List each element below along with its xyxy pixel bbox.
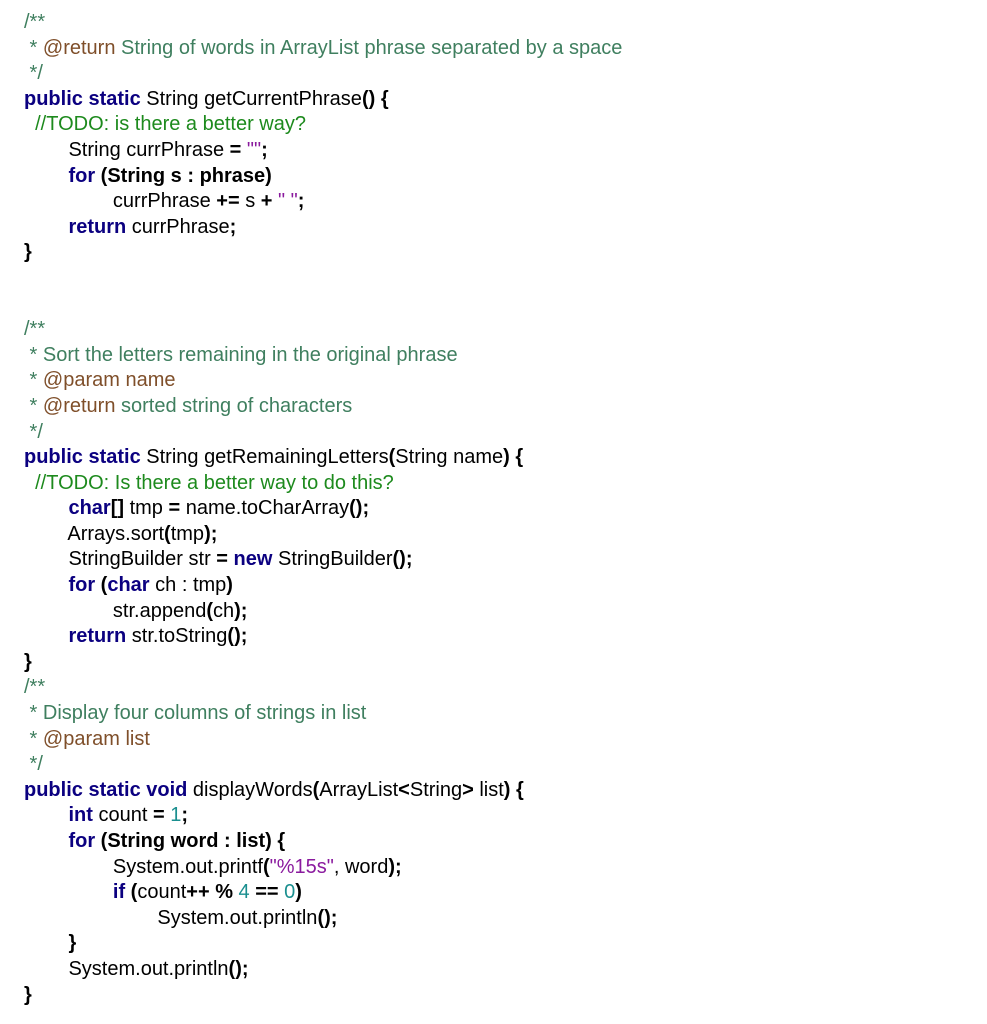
code-text: count xyxy=(92,804,153,827)
closing-brace: } xyxy=(68,932,77,955)
code-line xyxy=(24,471,974,497)
code-text: Arrays.sort xyxy=(67,522,165,545)
javadoc-close: */ xyxy=(24,753,43,776)
code-line xyxy=(24,983,974,1009)
code-line xyxy=(24,547,974,573)
blank-line xyxy=(24,266,974,292)
keyword: public static void xyxy=(24,778,188,801)
todo-comment: //TODO: Is there a better way to do this? xyxy=(35,471,394,494)
todo-comment: //TODO: is there a better way? xyxy=(35,113,306,136)
code-line xyxy=(24,61,974,87)
call-end: (); xyxy=(227,625,248,648)
semicolon: ; xyxy=(297,190,305,213)
code-line xyxy=(24,215,974,241)
code-line xyxy=(24,112,974,138)
method-signature xyxy=(24,778,974,804)
keyword: return xyxy=(68,215,127,238)
code-text: s xyxy=(239,190,261,213)
code-text: str.append xyxy=(112,599,207,622)
paren-open: ( xyxy=(95,574,108,597)
code-line xyxy=(24,957,974,983)
semicolon: ; xyxy=(229,215,237,238)
code-line xyxy=(24,752,974,778)
code-listing xyxy=(24,10,974,1008)
code-text: ch xyxy=(213,599,235,622)
code-line xyxy=(24,701,974,727)
operator: + xyxy=(260,190,273,213)
keyword: int xyxy=(68,804,93,827)
code-line xyxy=(24,189,974,215)
code-text: ch : tmp xyxy=(149,574,227,597)
semicolon: ; xyxy=(181,804,188,827)
code-line xyxy=(24,36,974,62)
javadoc-star: * xyxy=(24,36,43,59)
keyword: for xyxy=(68,164,96,187)
keyword: return xyxy=(68,625,127,648)
number-literal: 0 xyxy=(284,881,296,904)
javadoc-return-tag: @return xyxy=(42,36,116,59)
javadoc-return-tag: @return xyxy=(42,394,116,417)
blank-line xyxy=(24,292,974,318)
code-text: System.out.println xyxy=(68,957,229,980)
javadoc-close: */ xyxy=(24,62,43,85)
paren-close: ) { xyxy=(503,446,524,469)
keyword: if xyxy=(112,881,126,904)
code-text: str.toString xyxy=(126,625,228,648)
paren-close: ) { xyxy=(503,778,524,801)
javadoc-open: /** xyxy=(24,318,46,341)
javadoc-description: * Sort the letters remaining in the original phrase xyxy=(24,343,458,366)
javadoc-description: * Display four columns of strings in list xyxy=(24,702,367,725)
code-line xyxy=(24,624,974,650)
code-text: System.out.println xyxy=(157,906,318,929)
code-line xyxy=(24,599,974,625)
code-line xyxy=(24,650,974,676)
paren-open: ( xyxy=(312,778,320,801)
code-text: String currPhrase xyxy=(68,138,230,161)
code-line xyxy=(24,880,974,906)
signature-args: String name xyxy=(395,446,504,469)
call-end: ); xyxy=(234,599,248,622)
signature-text: String getCurrentPhrase xyxy=(140,87,362,110)
code-line xyxy=(24,368,974,394)
code-line xyxy=(24,420,974,446)
method-signature xyxy=(24,445,974,471)
javadoc-param-text: name xyxy=(119,369,176,392)
code-line xyxy=(24,317,974,343)
keyword: public static xyxy=(24,446,141,469)
paren-close: ) xyxy=(295,881,302,904)
paren-open: ( xyxy=(164,522,171,545)
code-line xyxy=(24,10,974,36)
code-text: (String word : list) { xyxy=(95,830,286,852)
signature-parens: () { xyxy=(361,87,389,110)
closing-brace: } xyxy=(24,241,32,264)
code-text: currPhrase xyxy=(112,190,217,213)
javadoc-return-text: String of words in ArrayList phrase separated by a space xyxy=(115,36,623,59)
javadoc-star: * xyxy=(24,369,43,392)
javadoc-star: * xyxy=(24,727,43,750)
code-line xyxy=(24,906,974,932)
code-text: (String s : phrase) xyxy=(95,164,272,187)
method-signature xyxy=(24,87,974,113)
paren-open: ( xyxy=(125,881,138,904)
code-line xyxy=(24,394,974,420)
code-line xyxy=(24,240,974,266)
javadoc-close: */ xyxy=(24,420,43,443)
signature-text: displayWords xyxy=(187,778,313,801)
angle-close: > xyxy=(462,778,474,801)
paren-open: ( xyxy=(262,855,270,878)
code-line xyxy=(24,522,974,548)
operator: = xyxy=(152,804,171,827)
semicolon: ; xyxy=(261,138,268,161)
angle-open: < xyxy=(398,778,410,801)
operator: ++ % xyxy=(186,881,233,904)
keyword: char xyxy=(107,574,150,597)
code-line xyxy=(24,675,974,701)
string-literal: "%15s" xyxy=(269,855,334,878)
javadoc-param-text: list xyxy=(119,727,150,750)
javadoc-open: /** xyxy=(24,11,46,33)
keyword: for xyxy=(68,574,96,597)
operator: += xyxy=(216,190,240,213)
operator: = xyxy=(229,138,247,161)
code-line xyxy=(24,931,974,957)
call-end: (); xyxy=(228,957,249,980)
number-literal: 1 xyxy=(170,804,182,827)
keyword: char xyxy=(68,497,111,520)
operator: == xyxy=(249,881,279,904)
paren-close: ) xyxy=(226,574,233,597)
keyword: public static xyxy=(24,87,141,110)
call-end: (); xyxy=(349,497,370,520)
code-line xyxy=(24,138,974,164)
signature-text: String getRemainingLetters xyxy=(140,446,389,469)
string-literal: "" xyxy=(246,138,262,161)
signature-args: String xyxy=(409,778,463,801)
call-end: (); xyxy=(317,906,338,929)
code-line xyxy=(24,496,974,522)
code-line xyxy=(24,573,974,599)
number-literal: 4 xyxy=(238,881,250,904)
code-line xyxy=(24,727,974,753)
brackets: [] xyxy=(110,497,125,520)
code-text: count xyxy=(137,881,187,904)
code-line xyxy=(24,164,974,190)
code-text: currPhrase xyxy=(126,215,230,238)
javadoc-param-tag: @param xyxy=(42,727,120,750)
keyword: for xyxy=(68,830,96,852)
paren-open: ( xyxy=(388,446,396,469)
code-line xyxy=(24,855,974,881)
signature-args: ArrayList xyxy=(319,778,399,801)
closing-brace: } xyxy=(24,983,32,1006)
keyword: new xyxy=(227,548,273,571)
code-text: tmp xyxy=(124,497,169,520)
code-text: tmp xyxy=(170,522,205,545)
signature-args: list xyxy=(473,778,504,801)
operator: = xyxy=(168,497,181,520)
paren-open: ( xyxy=(206,599,213,622)
code-text: StringBuilder str xyxy=(68,548,217,571)
code-line xyxy=(24,829,974,855)
javadoc-star: * xyxy=(24,394,43,417)
code-text: name.toCharArray xyxy=(180,497,350,520)
code-line xyxy=(24,803,974,829)
code-text: System.out.printf xyxy=(112,855,263,878)
closing-brace: } xyxy=(24,650,32,673)
javadoc-return-text: sorted string of characters xyxy=(115,394,353,417)
operator: = xyxy=(216,548,228,571)
call-end: (); xyxy=(392,548,413,571)
code-text: StringBuilder xyxy=(272,548,393,571)
string-literal: " " xyxy=(272,190,298,213)
call-end: ); xyxy=(388,855,402,878)
javadoc-open: /** xyxy=(24,676,46,699)
code-line xyxy=(24,343,974,369)
code-text: , word xyxy=(333,855,389,878)
javadoc-param-tag: @param xyxy=(42,369,120,392)
call-end: ); xyxy=(204,522,218,545)
